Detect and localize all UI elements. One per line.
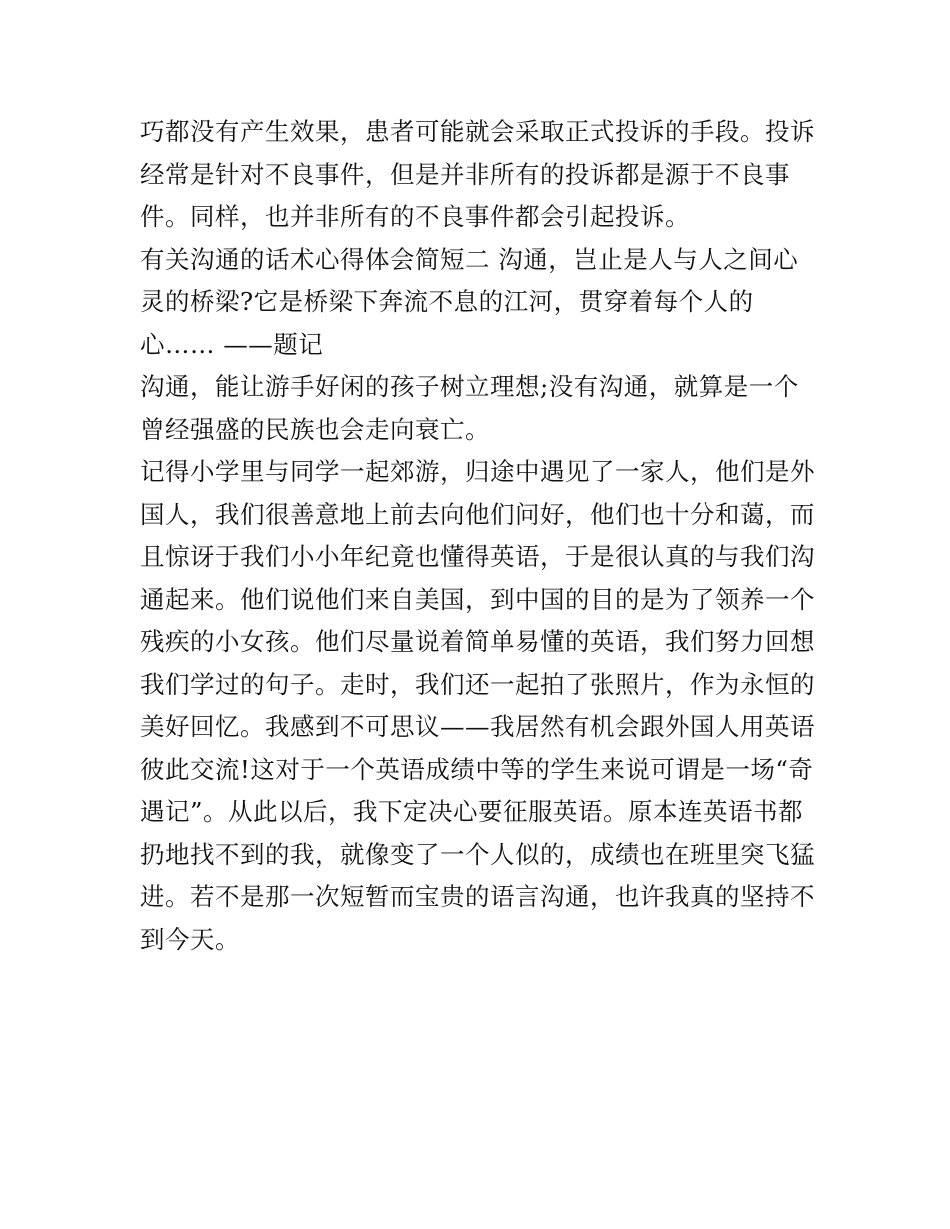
- text-line-13: 残疾的小女孩。他们尽量说着简单易懂的英语，我们努力回想: [140, 627, 815, 656]
- text-line-16: 彼此交流!这对于一个英语成绩中等的学生来说可谓是一场“奇: [140, 754, 814, 784]
- text-line-10: 国人，我们很善意地上前去向他们问好，他们也十分和蔼，而: [140, 499, 815, 529]
- text-line-12: 通起来。他们说他们来自美国，到中国的目的是为了领养一个: [140, 584, 815, 614]
- text-line-17: 遇记”。从此以后，我下定决心要征服英语。原本连英语书都: [140, 797, 804, 826]
- text-line-4: 有关沟通的话术心得体会简短二 沟通，岂止是人与人之间心: [140, 244, 799, 274]
- text-line-14: 我们学过的句子。走时，我们还一起拍了张照片，作为永恒的: [140, 669, 815, 699]
- text-line-7: 沟通，能让游手好闲的孩子树立理想;没有沟通，就算是一个: [140, 372, 799, 401]
- text-line-9: 记得小学里与同学一起郊游，归途中遇见了一家人，他们是外: [140, 457, 815, 486]
- text-line-18: 扔地找不到的我，就像变了一个人似的，成绩也在班里突飞猛: [140, 839, 815, 869]
- text-line-5: 灵的桥梁?它是桥梁下奔流不息的江河，贯穿着每个人的: [140, 287, 754, 316]
- text-line-1: 巧都没有产生效果，患者可能就会采取正式投诉的手段。投诉: [140, 117, 815, 146]
- text-line-2: 经常是针对不良事件，但是并非所有的投诉都是源于不良事: [140, 159, 790, 189]
- text-line-15: 美好回忆。我感到不可思议——我居然有机会跟外国人用英语: [140, 712, 815, 741]
- document-body: [140, 111, 815, 961]
- text-line-3: 件。同样，也并非所有的不良事件都会引起投诉。: [140, 202, 690, 231]
- text-line-20: 到今天。: [140, 924, 240, 954]
- text-line-11: 且惊讶于我们小小年纪竟也懂得英语，于是很认真的与我们沟: [140, 542, 815, 571]
- text-line-8: 曾经强盛的民族也会走向衰亡。: [140, 414, 490, 444]
- text-line-19: 进。若不是那一次短暂而宝贵的语言沟通，也许我真的坚持不: [140, 882, 815, 911]
- text-line-6: 心…… ——题记: [140, 329, 324, 359]
